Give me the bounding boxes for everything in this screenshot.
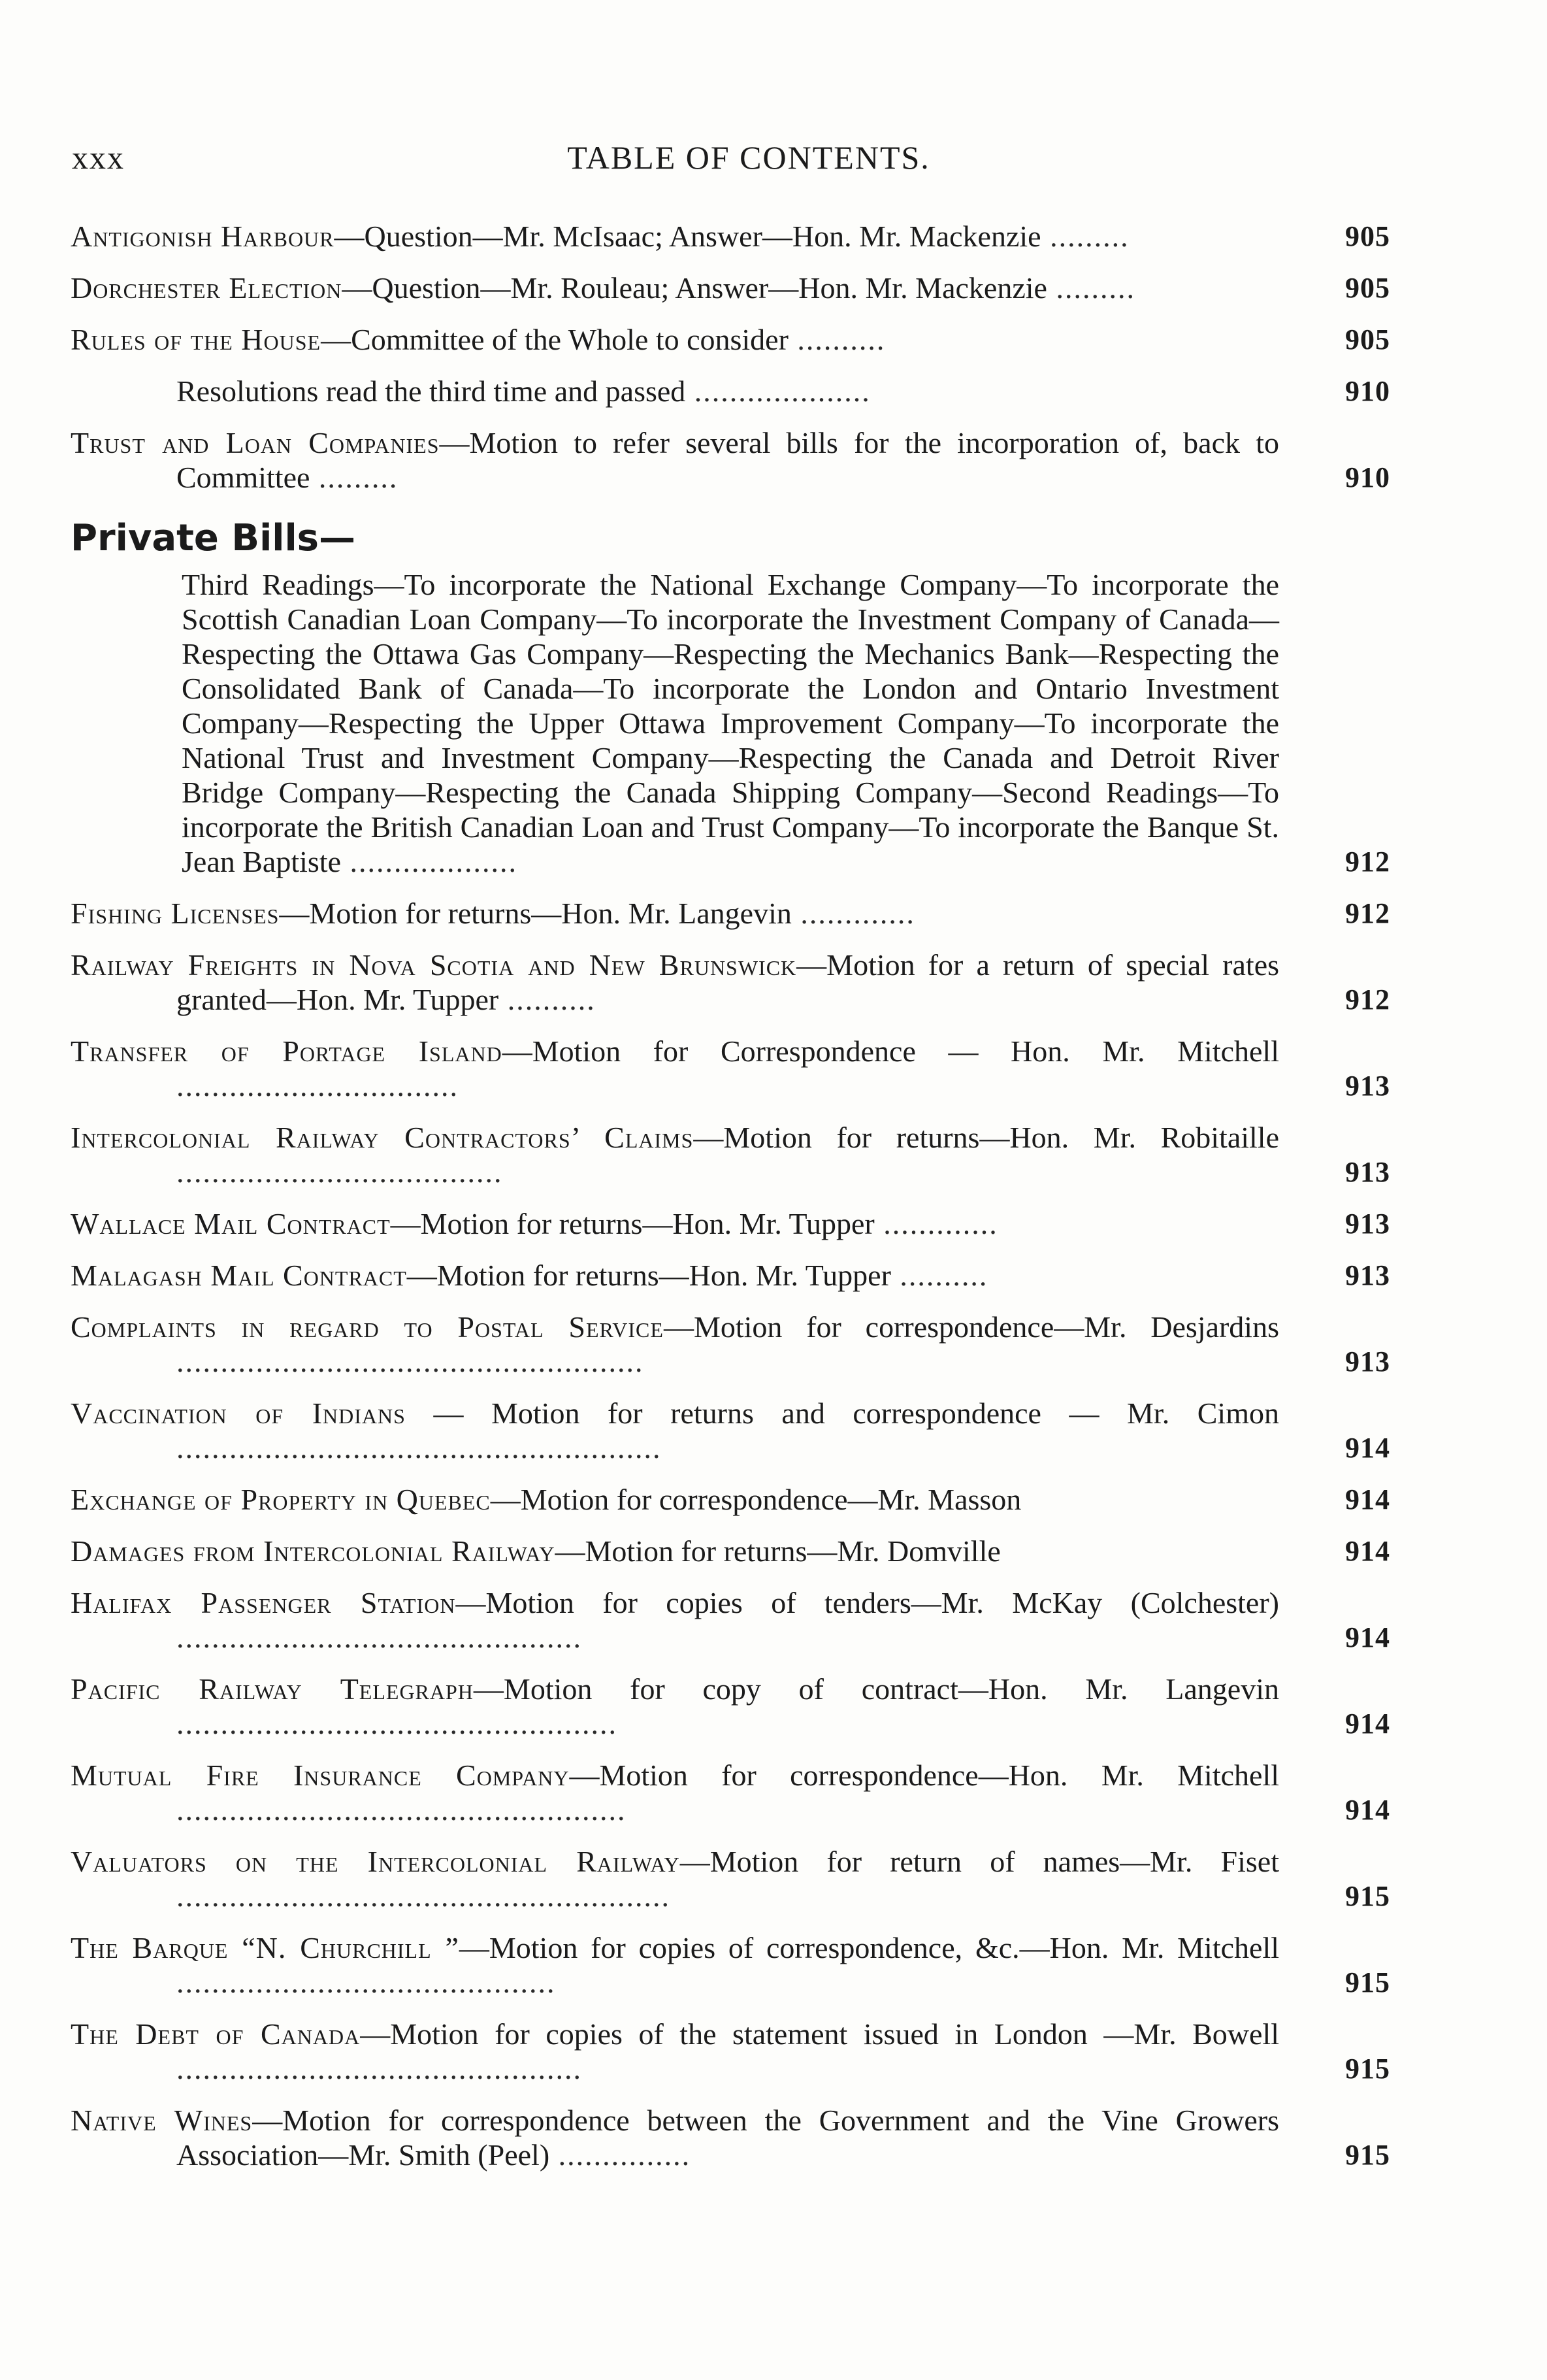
- entry-description: —Motion to refer several bills for the incorporation of, back to Committee: [176, 426, 1279, 494]
- entry-page-number: 912: [1345, 983, 1390, 1016]
- entry-page-number: 910: [1345, 375, 1390, 407]
- entry-page-number: 914: [1345, 1535, 1390, 1567]
- toc-entry: Resolutions read the third time and passed .................... 910: [176, 374, 1390, 408]
- entry-page-number: 915: [1345, 2053, 1390, 2085]
- entry-title: Native Wines: [71, 2104, 253, 2137]
- entry-page-number: 905: [1345, 220, 1390, 252]
- toc-entry: Complaints in regard to Postal Service—Motion for correspondence—Mr. Desjardins ..................................................... 913: [71, 1310, 1390, 1378]
- entry-title: Intercolonial Railway Contractors’ Claims: [71, 1121, 694, 1154]
- entry-page-number: 915: [1345, 2139, 1390, 2171]
- entry-description: —Motion for copy of contract—Hon. Mr. Langevin: [473, 1672, 1279, 1706]
- entry-title: Antigonish Harbour: [71, 220, 334, 253]
- toc-entry: Wallace Mail Contract—Motion for returns—Hon. Mr. Tupper ............. 913: [71, 1207, 1390, 1240]
- entry-page-number: 913: [1345, 1156, 1390, 1188]
- entry-page-number: 913: [1345, 1208, 1390, 1240]
- entry-page-number: 910: [1345, 461, 1390, 493]
- toc-entry: Dorchester Election—Question—Mr. Rouleau; Answer—Hon. Mr. Mackenzie ......... 905: [71, 271, 1390, 305]
- toc-entry: Malagash Mail Contract—Motion for returns—Hon. Mr. Tupper .......... 913: [71, 1259, 1390, 1292]
- entry-page-number: 914: [1345, 1708, 1390, 1740]
- toc-entry: The Debt of Canada—Motion for copies of the statement issued in London —Mr. Bowell .............................................. 915: [71, 2017, 1390, 2085]
- toc-entry: Intercolonial Railway Contractors’ Claims—Motion for returns—Hon. Mr. Robitaille ..................................... 913: [71, 1121, 1390, 1189]
- toc-entry: Mutual Fire Insurance Company—Motion for correspondence—Hon. Mr. Mitchell ................................................... 914: [71, 1759, 1390, 1826]
- entry-title: Complaints in regard to Postal Service: [71, 1310, 664, 1344]
- entry-description: —Question—Mr. Rouleau; Answer—Hon. Mr. Mackenzie: [342, 271, 1047, 305]
- page-title: TABLE OF CONTENTS.: [567, 139, 930, 176]
- entry-page-number: 912: [1345, 846, 1390, 878]
- entry-page-number: 913: [1345, 1070, 1390, 1102]
- entry-page-number: 914: [1345, 1432, 1390, 1464]
- entry-description: —Motion for copies of tenders—Mr. McKay (Colchester): [455, 1586, 1279, 1619]
- section-paragraph: Third Readings—To incorporate the National Exchange Company—To incorporate the Scottish Canadian Loan Company—To incorporate the Investment Company of Canada—Respecting the Ottawa Gas Company—Respecting the Mechanics Bank—Respecting the Consolidated Bank of Canada—To incorporate the London and Ontario Investment Company—Respecting the Upper Ottawa Improvement Company—To incorporate the National Trust and Investment Company—Respecting the Canada and Detroit River Bridge Company—Respecting the Canada Shipping Company—Second Readings—To incorporate the British Canadian Loan and Trust Company—To incorporate the Banque St. Jean Baptiste: [182, 568, 1279, 878]
- entry-title: Vaccination of Indians: [71, 1397, 406, 1430]
- page-header: [72, 139, 1386, 178]
- entry-description: —Motion for returns—Mr. Domville: [555, 1534, 1001, 1568]
- entry-page-number: 913: [1345, 1346, 1390, 1378]
- toc-entry: Trust and Loan Companies—Motion to refer several bills for the incorporation of, back to Committee ......... 910: [71, 426, 1390, 494]
- entry-description: —Motion for return of names—Mr. Fiset: [679, 1845, 1279, 1878]
- entry-description: —Motion for correspondence—Mr. Desjardins: [663, 1310, 1279, 1344]
- entry-title: Dorchester Election: [71, 271, 342, 305]
- toc-entry: Rules of the House—Committee of the Whole to consider .......... 905: [71, 323, 1390, 356]
- entry-title: Pacific Railway Telegraph: [71, 1672, 474, 1706]
- entry-description: —Motion for copies of correspondence, &c.—Hon. Mr. Mitchell: [459, 1931, 1280, 1964]
- toc-entry: Valuators on the Intercolonial Railway—Motion for return of names—Mr. Fiset ........................................................ 915: [71, 1845, 1390, 1913]
- entry-description: —Question—Mr. McIsaac; Answer—Hon. Mr. Mackenzie: [334, 220, 1041, 253]
- section-heading: Private Bills—: [71, 517, 355, 559]
- entry-page-number: 915: [1345, 1880, 1390, 1912]
- toc-entry: Transfer of Portage Island—Motion for Correspondence — Hon. Mr. Mitchell ................................ 913: [71, 1034, 1390, 1102]
- entry-title: Wallace Mail Contract: [71, 1207, 391, 1240]
- toc-entry: Vaccination of Indians — Motion for returns and correspondence — Mr. Cimon ....................................................... 914: [71, 1397, 1390, 1464]
- entry-title: Exchange of Property in Quebec: [71, 1483, 491, 1516]
- entry-title: The Debt of Canada: [71, 2017, 361, 2051]
- entry-title: Halifax Passenger Station: [71, 1586, 456, 1619]
- toc-entry: Third Readings—To incorporate the National Exchange Company—To incorporate the Scottish Canadian Loan Company—To incorporate the Investment Company of Canada—Respecting the Ottawa Gas Company—Respecting the Mechanics Bank—Respecting the Consolidated Bank of Canada—To incorporate the London and Ontario Investment Company—Respecting the Upper Ottawa Improvement Company—To incorporate the National Trust and Investment Company—Respecting the Canada and Detroit River Bridge Company—Respecting the Canada Shipping Company—Second Readings—To incorporate the British Canadian Loan and Trust Company—To incorporate the Banque St. Jean Baptiste ................... 912: [182, 568, 1390, 878]
- table-of-contents: [71, 219, 1390, 2189]
- entry-description: —Motion for returns—Hon. Mr. Tupper: [390, 1207, 875, 1240]
- entry-page-number: 913: [1345, 1259, 1390, 1291]
- entry-page-number: 905: [1345, 272, 1390, 304]
- entry-description: —Motion for correspondence between the Government and the Vine Growers Association—Mr. Smith (Peel): [176, 2104, 1280, 2172]
- entry-description: —Motion for a return of special rates granted—Hon. Mr. Tupper: [176, 948, 1280, 1016]
- toc-entry: Antigonish Harbour—Question—Mr. McIsaac; Answer—Hon. Mr. Mackenzie ......... 905: [71, 220, 1390, 253]
- entry-title: Trust and Loan Companies: [71, 426, 440, 459]
- toc-entry: [71, 1482, 1390, 1517]
- toc-entry: The Barque “N. Churchill ”—Motion for copies of correspondence, &c.—Hon. Mr. Mitchell ........................................... 915: [71, 1931, 1390, 1999]
- entry-page-number: 914: [1345, 1483, 1390, 1515]
- entry-page-number: 915: [1345, 1966, 1390, 1998]
- page-number-label: xxx: [72, 139, 125, 176]
- entry-description: —Motion for returns—Hon. Mr. Robitaille: [693, 1121, 1279, 1154]
- entry-title: Mutual Fire Insurance Company: [71, 1759, 570, 1792]
- entry-title: Rules of the House: [71, 323, 321, 356]
- entry-description: — Motion for returns and correspondence — Mr. Cimon: [405, 1397, 1279, 1430]
- entry-title: The Barque “N. Churchill ”: [71, 1931, 459, 1964]
- entry-title: Fishing Licenses: [71, 897, 280, 930]
- toc-entry: Fishing Licenses—Motion for returns—Hon. Mr. Langevin ............. 912: [71, 897, 1390, 930]
- entry-title: Malagash Mail Contract: [71, 1259, 407, 1292]
- entry-description: —Committee of the Whole to consider: [321, 323, 789, 356]
- entry-page-number: 914: [1345, 1621, 1390, 1653]
- toc-entry: Native Wines—Motion for correspondence between the Government and the Vine Growers Association—Mr. Smith (Peel) ............... 915: [71, 2104, 1390, 2172]
- entry-page-number: 905: [1345, 323, 1390, 355]
- toc-entry: [71, 1534, 1390, 1568]
- entry-description: —Motion for copies of the statement issued in London —Mr. Bowell: [360, 2017, 1279, 2051]
- entry-description: Resolutions read the third time and passed: [176, 374, 686, 408]
- toc-entry: Railway Freights in Nova Scotia and New Brunswick—Motion for a return of special rates granted—Hon. Mr. Tupper .......... 912: [71, 948, 1390, 1016]
- entry-title: Valuators on the Intercolonial Railway: [71, 1845, 680, 1878]
- entry-description: —Motion for Correspondence — Hon. Mr. Mitchell: [502, 1034, 1279, 1068]
- entry-description: —Motion for correspondence—Mr. Masson: [490, 1483, 1022, 1516]
- toc-entry: Pacific Railway Telegraph—Motion for copy of contract—Hon. Mr. Langevin .................................................. 914: [71, 1672, 1390, 1740]
- entry-description: —Motion for returns—Hon. Mr. Langevin: [279, 897, 792, 930]
- entry-page-number: 914: [1345, 1794, 1390, 1826]
- entry-title: Damages from Intercolonial Railway: [71, 1534, 555, 1568]
- entry-description: —Motion for returns—Hon. Mr. Tupper: [406, 1259, 891, 1292]
- entry-description: —Motion for correspondence—Hon. Mr. Mitchell: [569, 1759, 1280, 1792]
- entry-title: Transfer of Portage Island: [71, 1034, 502, 1068]
- toc-entry: Halifax Passenger Station—Motion for copies of tenders—Mr. McKay (Colchester) .............................................. 914: [71, 1586, 1390, 1654]
- entry-page-number: 912: [1345, 897, 1390, 929]
- entry-title: Railway Freights in Nova Scotia and New Brunswick: [71, 948, 797, 982]
